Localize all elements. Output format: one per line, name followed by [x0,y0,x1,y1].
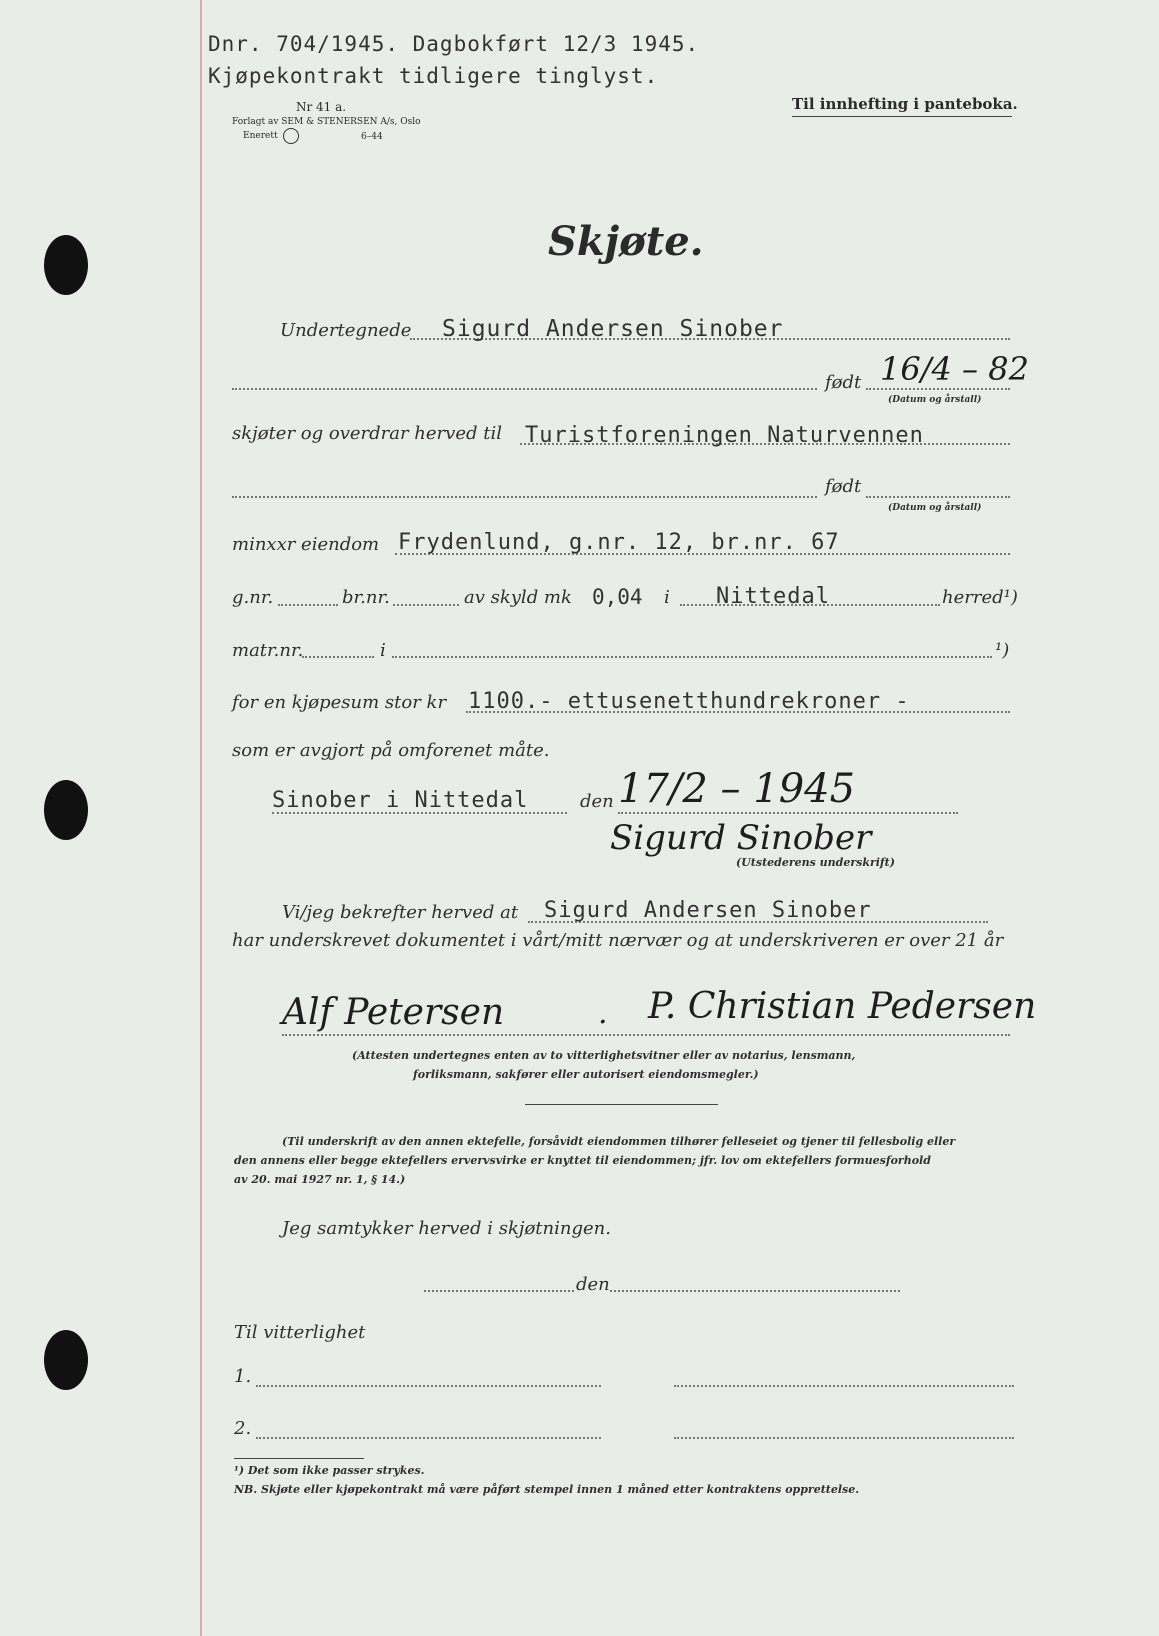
footnote-2: NB. Skjøte eller kjøpekontrakt må være påført stempel innen 1 måned etter kontraktens opprettelse. [234,1483,860,1496]
witness-heading: Til vitterlighet [234,1322,366,1343]
property-text: Frydenlund, g.nr. 12, br.nr. 67 [398,530,840,555]
top-right-note: Til innhefting i panteboka. [792,95,1018,113]
divider [525,1104,718,1105]
dotted-line [674,1385,1014,1387]
skjoter-label: skjøter og overdrar herved til [232,423,502,444]
fodt2-label: født [825,476,862,497]
dotted-line [674,1437,1014,1439]
publisher-enerett: Enerett [243,131,278,141]
dotted-line [392,656,992,658]
datum-hint: (Datum og årstall) [888,395,982,405]
den-label: den [580,791,614,812]
spouse-note-3: av 20. mai 1927 nr. 1, § 14.) [234,1173,406,1186]
punch-hole [44,235,88,295]
undertegnede-label: Undertegnede [280,320,412,341]
publisher-date: 6–44 [361,132,383,142]
spouse-note-1: (Til underskrift av den annen ektefelle, forsåvidt eiendommen tilhører felleseiet og tjener til fellesbolig eller [282,1135,956,1148]
dotted-line [610,1290,900,1292]
herred-label: herred¹) [942,587,1018,608]
matr-label: matr.nr. [232,640,304,661]
spouse-note-2: den annens eller begge ektefellers ervervsvirke er knyttet til eiendommen; jfr. lov om ektefellers formuesforhold [234,1154,931,1167]
witness-number-2: 2. [234,1418,252,1439]
brnr-label: br.nr. [342,587,390,608]
dotted-line [256,1385,601,1387]
punch-hole [44,780,88,840]
margin-line [200,0,202,1636]
witness2-signature: P. Christian Pedersen [648,986,1037,1027]
buyer-name: Turistforeningen Naturvennen [525,423,924,448]
attest-note-1: (Attesten undertegnes enten av to vitterlighetsvitner eller av notarius, lensmann, [352,1049,856,1062]
dotted-line [272,812,567,814]
seller-birth: 16/4 – 82 [880,350,1029,388]
i-label: i [664,587,670,608]
attest-prefix: Vi/jeg bekrefter herved at [282,902,519,923]
kjopesum-label: for en kjøpesum stor kr [232,692,447,713]
skyld-label: av skyld mk [464,587,572,608]
footnote-rule [234,1458,364,1459]
witness-separator: . [598,996,608,1031]
fodt-label: født [825,372,862,393]
document-title: Skjøte. [548,218,704,265]
dotted-line [232,496,817,498]
dotted-line [424,1290,574,1292]
datum-hint-2: (Datum og årstall) [888,503,982,513]
date-value: 17/2 – 1945 [618,766,856,812]
attest-line2: har underskrevet dokumentet i vårt/mitt nærvær og at underskriveren er over 21 år [232,930,1004,951]
seller-signature: Sigurd Sinober [610,818,872,858]
dotted-line [256,1437,601,1439]
matr-i: i [380,640,386,661]
skyld-value: 0,04 [592,585,643,609]
witness-number-1: 1. [234,1366,252,1387]
attest-signer: Sigurd Andersen Sinober [544,898,872,923]
dotted-line [866,496,1010,498]
form-number: Nr 41 a. [296,100,347,114]
dotted-line [618,812,958,814]
property-prefix: minxxr eiendom [232,534,380,555]
punch-hole [44,1330,88,1390]
footnote-1: ¹) Det som ikke passer strykes. [234,1464,425,1477]
seller-name: Sigurd Andersen Sinober [442,316,784,342]
matr-footnote: ¹) [995,640,1010,661]
dotted-line [278,604,338,606]
place-value: Sinober i Nittedal [272,788,529,813]
herred-value: Nittedal [716,584,830,609]
kjopesum-value: 1100.- ettusenetthundrekroner - [468,689,910,714]
attest-note-2: forliksmann, sakfører eller autorisert eiendomsmegler.) [413,1068,759,1081]
dnr-line: Dnr. 704/1945. Dagbokført 12/3 1945. [208,32,700,56]
dotted-line [302,656,374,658]
underline [792,116,1012,117]
dotted-line [393,604,459,606]
witness1-signature: Alf Petersen [282,992,505,1033]
publisher-line: Forlagt av SEM & STENERSEN A/s, Oslo [232,117,421,127]
publisher-logo-icon [283,128,299,144]
contract-line: Kjøpekontrakt tidligere tinglyst. [208,64,659,88]
dotted-line [232,388,817,390]
dotted-line [866,388,1010,390]
gnr-label: g.nr. [232,587,274,608]
dotted-line [282,1034,1010,1036]
avgjort-line: som er avgjort på omforenet måte. [232,740,550,761]
utsteder-hint: (Utstederens underskrift) [736,856,895,869]
consent-line: Jeg samtykker herved i skjøtningen. [282,1218,611,1239]
spouse-den-label: den [576,1274,610,1295]
